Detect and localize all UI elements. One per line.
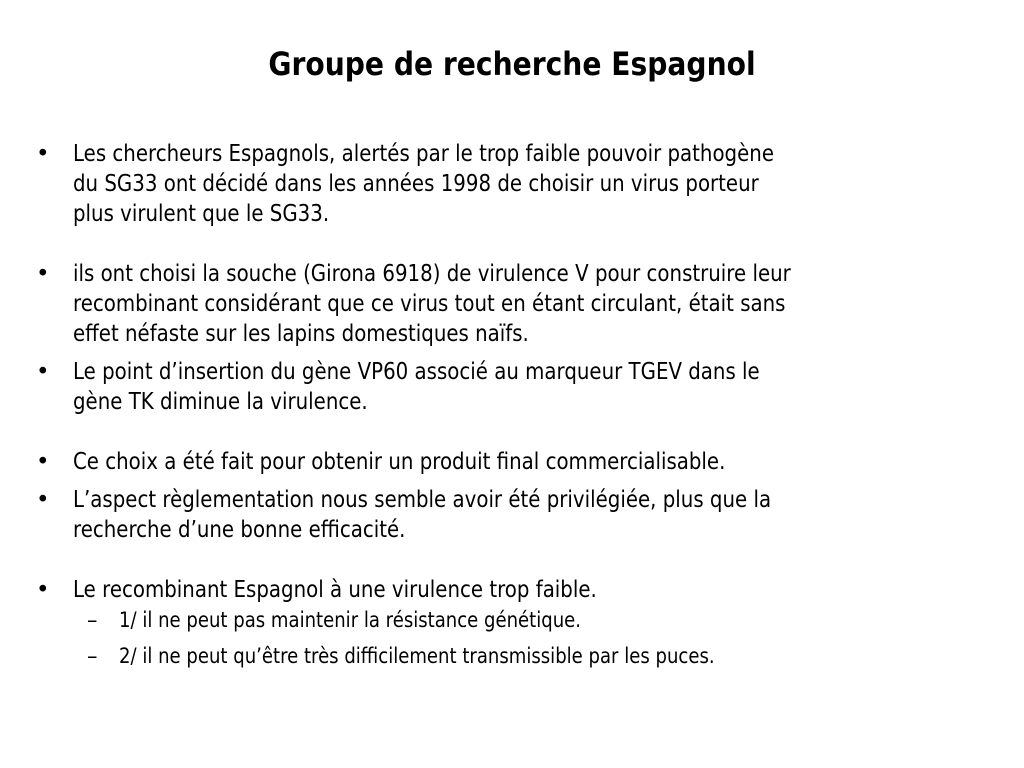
bullet-item: [36, 357, 986, 417]
bullet-line: plus virulent que le SG33.: [73, 201, 330, 227]
bullet-line: effet néfaste sur les lapins domestiques naïfs.: [73, 321, 529, 347]
bullet-line: Le point d’insertion du gène VP60 associé au marqueur TGEV dans le: [73, 359, 760, 385]
bullet-item: [36, 139, 986, 229]
bullet-icon: •: [36, 577, 50, 603]
sub-item: [36, 641, 986, 671]
bullet-list: [36, 139, 986, 671]
bullet-item: [36, 259, 986, 349]
bullet-item: [36, 485, 986, 545]
sub-item-text: 1/ il ne peut pas maintenir la résistance génétique.: [119, 608, 582, 632]
bullet-line: L’aspect règlementation nous semble avoir été privilégiée, plus que la: [73, 487, 772, 513]
sub-item: [36, 605, 986, 635]
bullet-item: [36, 447, 986, 477]
bullet-line: gène TK diminue la virulence.: [73, 389, 368, 415]
sub-item-text: 2/ il ne peut qu’être très difficilement transmissible par les puces.: [119, 644, 715, 668]
bullet-icon: •: [36, 487, 50, 513]
bullet-line: Ce choix a été fait pour obtenir un produit final commercialisable.: [73, 449, 726, 475]
bullet-line: du SG33 ont décidé dans les années 1998 de choisir un virus porteur: [73, 171, 759, 197]
bullet-line: recherche d’une bonne efficacité.: [73, 517, 406, 543]
slide-title: Groupe de recherche Espagnol: [268, 45, 756, 83]
bullet-item: [36, 575, 986, 605]
bullet-icon: •: [36, 449, 50, 475]
dash-icon: –: [87, 608, 98, 632]
bullet-icon: •: [36, 141, 50, 167]
bullet-line: ils ont choisi la souche (Girona 6918) de virulence V pour construire leur: [73, 261, 791, 287]
bullet-line: Les chercheurs Espagnols, alertés par le trop faible pouvoir pathogène: [73, 141, 774, 167]
bullet-icon: •: [36, 359, 50, 385]
dash-icon: –: [87, 644, 98, 668]
bullet-icon: •: [36, 261, 50, 287]
bullet-line: Le recombinant Espagnol à une virulence trop faible.: [73, 577, 597, 603]
bullet-line: recombinant considérant que ce virus tout en étant circulant, était sans: [73, 291, 786, 317]
